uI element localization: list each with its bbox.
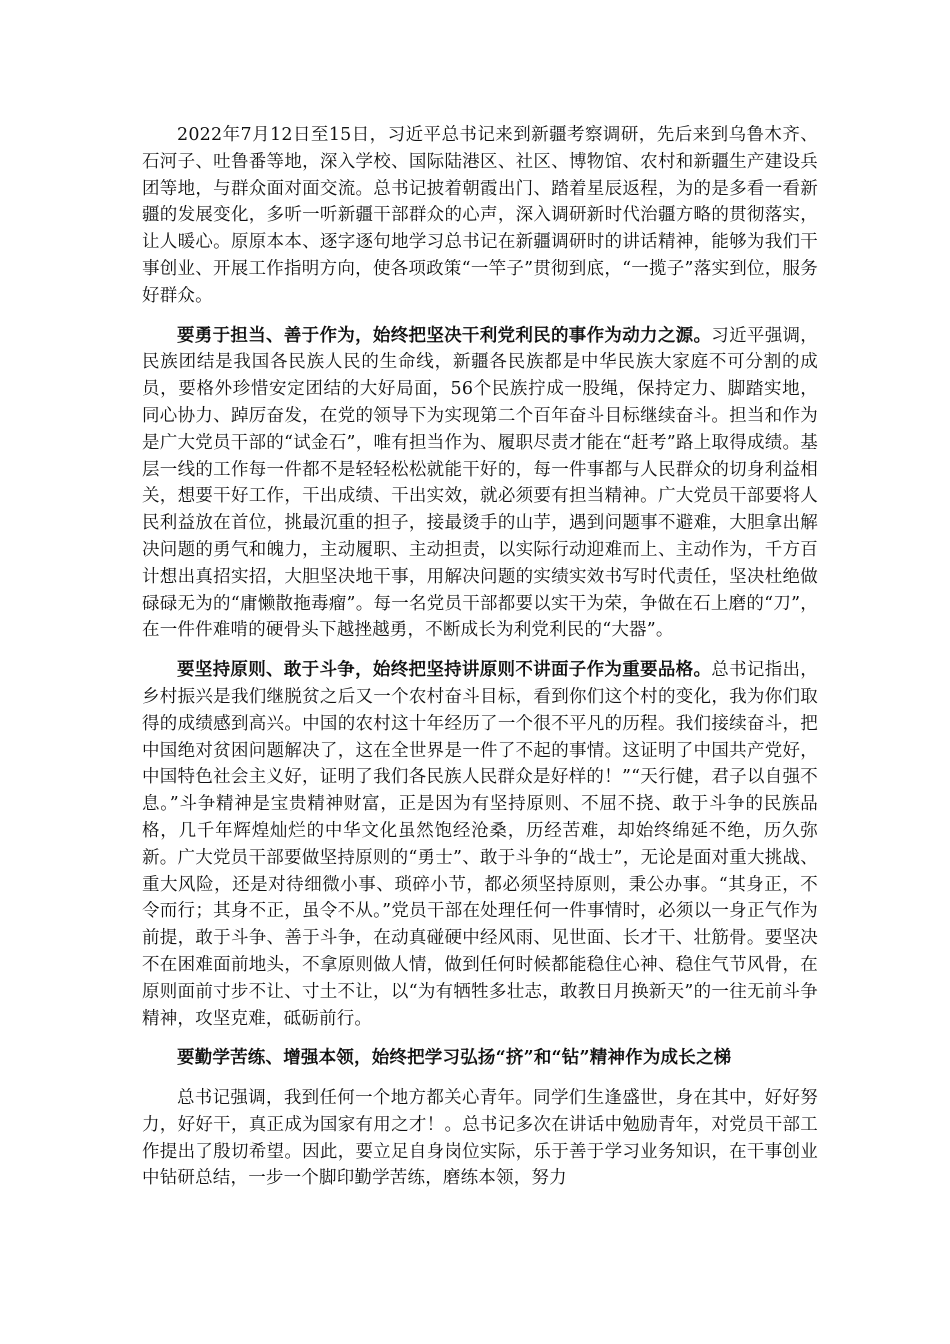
paragraph-responsibility-text: 习近平强调，民族团结是我国各民族人民的生命线，新疆各民族都是中华民族大家庭不可分割的成员，要格外珍惜安定团结的大好局面，56个民族拧成一股绳，保持定力、脚踏实地，同心协力、踔厉奋发，在党的领导下为实现第二个百年奋斗目标继续奋斗。担当和作为是广大党员干部的“试金石”，唯有担当作为、履职尽责才能在“赶考”路上取得成绩。基层一线的工作每一件都不是轻轻松松就能干好的，每一件事都与人民群众的切身利益相关，想要干好工作，干出成绩、干出实效，就必须要有担当精神。广大党员干部要将人民利益放在首位，挑最沉重的担子，接最烫手的山芋，遇到问题事不避难，大胆拿出解决问题的勇气和魄力，主动履职、主动担责，以实际行动迎难而上、主动作为，千方百计想出真招实招，大胆坚决地干事，用解决问题的实绩实效书写时代责任，坚决杜绝做碌碌无为的“庸懒散拖毒瘤”。每一名党员干部都要以实干为荣，争做在石上磨的“刀”，在一件件难啃的硬骨头下越挫越勇，不断成长为利党利民的“大器”。 [142, 325, 819, 641]
paragraph-study [142, 1085, 818, 1192]
paragraph-principle [142, 657, 818, 1032]
paragraph-responsibility-lead: 要勇于担当、善于作为，始终把坚决干利党利民的事作为动力之源。 [177, 325, 712, 346]
paragraph-intro-text: 2022年7月12日至15日，习近平总书记来到新疆考察调研，先后来到乌鲁木齐、石河子、吐鲁番等地，深入学校、国际陆港区、社区、博物馆、农村和新疆生产建设兵团等地，与群众面对面交流。总书记披着朝霞出门、踏着星辰返程，为的是多看一看新疆的发展变化，多听一听新疆干部群众的心声，深入调研新时代治疆方略的贯彻落实，让人暖心。原原本本、逐字逐句地学习总书记在新疆调研时的讲话精神，能够为我们干事创业、开展工作指明方向，使各项政策“一竿子”贯彻到底，“一揽子”落实到位，服务好群众。 [142, 125, 818, 306]
paragraph-intro [142, 122, 818, 310]
paragraph-study-text: 总书记强调，我到任何一个地方都关心青年。同学们生逢盛世，身在其中，好好努力，好好干，真正成为国家有用之才！。总书记多次在讲话中勉励青年，对党员干部工作提出了殷切希望。因此，要立足自身岗位实际，乐于善于学习业务知识，在干事创业中钻研总结，一步一个脚印勤学苦练，磨练本领，努力 [142, 1088, 818, 1189]
section-heading: 要勤学苦练、增强本领，始终把学习弘扬“挤”和“钻”精神作为成长之梯 [177, 1048, 732, 1069]
paragraph-principle-text: 总书记指出，乡村振兴是我们继脱贫之后又一个农村奋斗目标，看到你们这个村的变化，我为你们取得的成绩感到高兴。中国的农村这十年经历了一个很不平凡的历程。我们接续奋斗，把中国绝对贫困问题解决了，这在全世界是一件了不起的事情。这证明了中国共产党好，中国特色社会主义好，证明了我们各民族人民群众是好样的！”“天行健，君子以自强不息。”斗争精神是宝贵精神财富，正是因为有坚持原则、不屈不挠、敢于斗争的民族品格，几千年辉煌灿烂的中华文化虽然饱经沧桑，历经苦难，却始终绵延不绝，历久弥新。广大党员干部要做坚持原则的“勇士”、敢于斗争的“战士”，无论是面对重大挑战、重大风险，还是对待细微小事、琐碎小节，都必须坚持原则，秉公办事。“其身正，不令而行；其身不正，虽令不从。”党员干部在处理任何一件事情时，必须以一身正气作为前提，敢于斗争、善于斗争，在动真碰硬中经风雨、见世面、长才干、壮筋骨。要坚决不在困难面前地头，不拿原则做人情，做到任何时候都能稳住心神、稳住气节风骨，在原则面前寸步不让、寸土不让，以“为有牺牲多壮志，敢教日月换新天”的一往无前斗争精神，攻坚克难，砥砺前行。 [142, 660, 819, 1029]
document-body [142, 122, 818, 1205]
paragraph-principle-lead: 要坚持原则、敢于斗争，始终把坚持讲原则不讲面子作为重要品格。 [177, 660, 712, 681]
paragraph-responsibility [142, 323, 818, 645]
